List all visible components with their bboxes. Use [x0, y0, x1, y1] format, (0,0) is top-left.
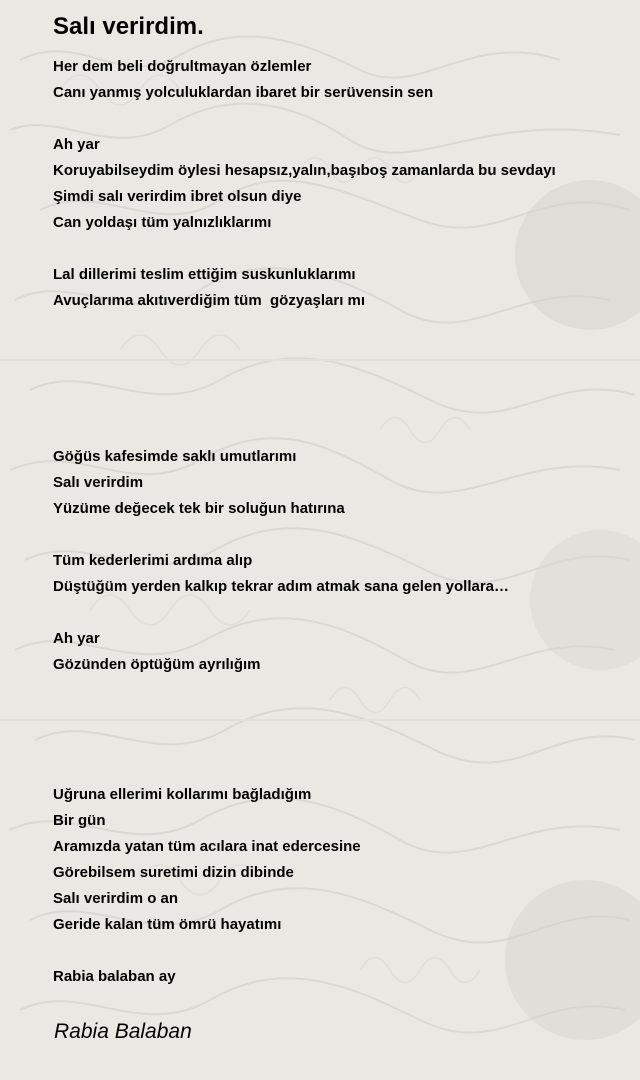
poem-line: Can yoldaşı tüm yalnızlıklarımı: [53, 214, 272, 231]
poem-line: Gözünden öptüğüm ayrılığım: [53, 656, 261, 673]
blank-line: [53, 236, 633, 262]
poem-body: [53, 12, 633, 990]
poem-line: Aramızda yatan tüm acılara inat edercesine: [53, 838, 361, 855]
blank-line: [53, 340, 633, 366]
poem-line: Yüzüme değecek tek bir soluğun hatırına: [53, 500, 345, 517]
blank-line: [53, 938, 633, 964]
blank-line: [53, 600, 633, 626]
blank-line: [53, 392, 633, 418]
blank-line: [53, 678, 633, 704]
blank-line: [53, 522, 633, 548]
poem-line: Lal dillerimi teslim ettiğim suskunluklarımı: [53, 266, 356, 283]
poem-line: Görebilsem suretimi dizin dibinde: [53, 864, 294, 881]
poem-title: Salı verirdim.: [53, 13, 204, 40]
poem-line: Göğüs kafesimde saklı umutlarımı: [53, 448, 297, 465]
poem-line: Salı verirdim o an: [53, 890, 179, 907]
poem-line: Canı yanmış yolculuklardan ibaret bir serüvensin sen: [53, 84, 434, 101]
poem-line: Salı verirdim: [53, 474, 144, 491]
poem-line: Ah yar: [53, 136, 100, 153]
blank-line: [53, 730, 633, 756]
poem-line: Her dem beli doğrultmayan özlemler: [53, 58, 312, 75]
poem-author: Rabia Balaban: [54, 1020, 192, 1043]
poem-line: Rabia balaban ay: [53, 968, 176, 985]
blank-line: [53, 418, 633, 444]
poem-line: Geride kalan tüm ömrü hayatımı: [53, 916, 282, 933]
poem-line: Uğruna ellerimi kollarımı bağladığım: [53, 786, 312, 803]
blank-line: [53, 314, 633, 340]
poem-line: Bir gün: [53, 812, 106, 829]
blank-line: [53, 704, 633, 730]
poem-line: Düştüğüm yerden kalkıp tekrar adım atmak sana gelen yollara…: [53, 578, 510, 595]
poem-line: Şimdi salı verirdim ibret olsun diye: [53, 188, 302, 205]
poem-lines: [53, 54, 633, 990]
poem-line: Ah yar: [53, 630, 100, 647]
blank-line: [53, 106, 633, 132]
poem-line: Tüm kederlerimi ardıma alıp: [53, 552, 253, 569]
poem-line: Avuçlarıma akıtıverdiğim tüm gözyaşları mı: [53, 292, 366, 309]
poem-line: Koruyabilseydim öylesi hesapsız,yalın,başıboş zamanlarda bu sevdayı: [53, 162, 556, 179]
blank-line: [53, 756, 633, 782]
blank-line: [53, 366, 633, 392]
